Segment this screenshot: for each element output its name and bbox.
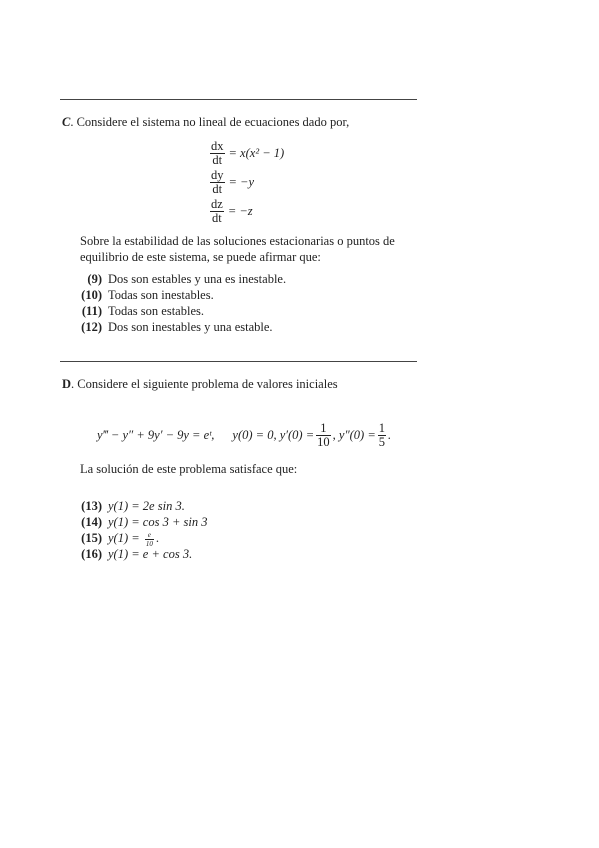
ic-fraction-1: $\frac{1}{10}$ (317, 420, 330, 449)
option-15: (15) y(1) = $\frac{e}{10}$ . (81, 530, 159, 548)
ivp-equation (97, 420, 391, 450)
equation-dz (208, 196, 253, 226)
section-c-question-line2: equilibrio de este sistema, se puede afirmar que: (80, 250, 321, 264)
section-d-label: D (62, 377, 72, 391)
equation-dy (208, 167, 254, 197)
equation-rhs: = −y (228, 174, 255, 189)
initial-conditions-end: . (388, 428, 392, 442)
option-16: (16) y(1) = e + cos 3. (81, 547, 193, 561)
section-c-question-line1: Sobre la estabilidad de las soluciones estacionarias o puntos de (80, 234, 395, 248)
equation-rhs: = −z (227, 203, 253, 218)
option-9: (9) Dos son estables y una es inestable. (87, 272, 287, 286)
ic-fraction-2: $\frac{1}{5}$ (378, 420, 386, 449)
equation-rhs: = x(x² − 1) (228, 145, 285, 160)
initial-conditions-a: y(0) = 0, y′(0) = (232, 428, 315, 442)
section-d-intro-text: . Considere el siguiente problema de valores iniciales (71, 377, 338, 391)
section-divider-top (60, 99, 417, 100)
section-d-intro (62, 376, 338, 392)
derivative-fraction: $\frac{dz}{dt}$ (211, 196, 223, 225)
option-11: (11) Todas son estables. (81, 304, 204, 318)
equation-dx (208, 138, 284, 168)
section-divider-middle (60, 361, 417, 362)
option-14: (14) y(1) = cos 3 + sin 3 (81, 515, 208, 529)
derivative-fraction: $\frac{dx}{dt}$ (211, 138, 224, 167)
section-c-label: C (62, 115, 71, 129)
option-12: (12) Dos son inestables y una estable. (81, 320, 273, 334)
section-d-question: La solución de este problema satisface que: (80, 462, 298, 476)
ode-expression: y‴ − y″ + 9y′ − 9y = eᵗ, (97, 428, 215, 442)
option-15-fraction: $\frac{e}{10}$ (145, 530, 153, 548)
initial-conditions-b: , y″(0) = (332, 428, 376, 442)
option-13: (13) y(1) = 2e sin 3. (81, 499, 185, 513)
option-10: (10) Todas son inestables. (81, 288, 214, 302)
section-c-intro-text: . Considere el sistema no lineal de ecuaciones dado por, (70, 115, 350, 129)
section-c-intro (62, 114, 349, 130)
derivative-fraction: $\frac{dy}{dt}$ (211, 167, 224, 196)
